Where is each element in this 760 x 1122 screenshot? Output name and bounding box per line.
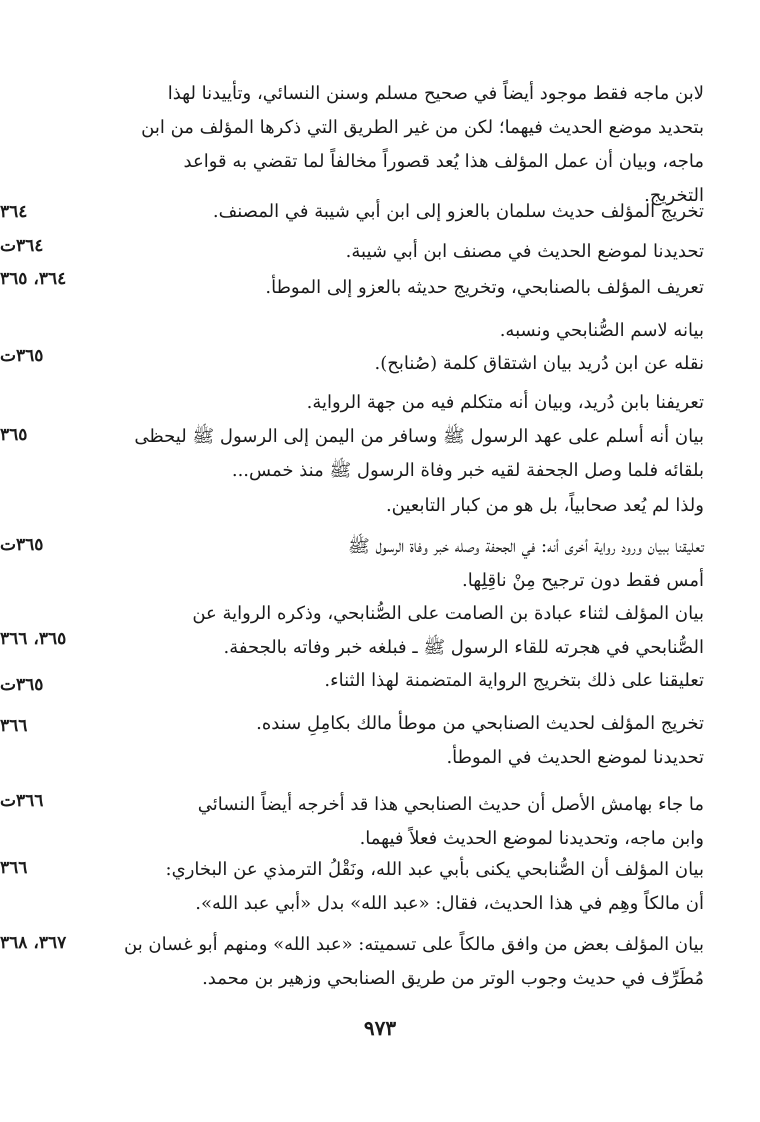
page-reference: ٣٦٥	[0, 425, 28, 445]
entry-line: مُطَرِّف في حديث وجوب الوتر من طريق الصنابحي وزهير بن محمد.	[202, 968, 704, 989]
entry-line: أن مالكاً وهِم في هذا الحديث، فقال: «عبد الله» بدل «أبي عبد الله».	[195, 893, 704, 914]
entry-line: بيان المؤلف لثناء عبادة بن الصامت على الصُّنابحي، وذكره الرواية عن	[192, 603, 704, 624]
entry-line: بيانه لاسم الصُّنابحي ونسبه.	[499, 320, 704, 341]
entry-line: تعليقنا ببيان ورود رواية أخرى أنه: في الجحفة وصله خبر وفاة الرسول ﷺ	[347, 536, 704, 557]
page-reference: ٣٦٥ت	[0, 675, 44, 695]
entry-line: الصُّنابحي في هجرته للقاء الرسول ﷺ ـ فبلغه خبر وفاته بالجحفة.	[223, 637, 704, 658]
entry-line: ما جاء بهامش الأصل أن حديث الصنابحي هذا قد أخرجه أيضاً النسائي	[197, 794, 704, 815]
page-reference: ٣٦٥ت	[0, 535, 44, 555]
page-reference: ٣٦٦ت	[0, 791, 44, 811]
page-reference: ٣٦٦	[0, 716, 28, 736]
page-reference: ٣٦٥، ٣٦٦	[0, 629, 67, 649]
entry-line: تعريفنا بابن دُريد، وبيان أنه متكلم فيه من جهة الرواية.	[306, 392, 704, 413]
entry-line: أمس فقط دون ترجيح مِنْ ناقِلِها.	[462, 570, 704, 591]
entry-line: بيان المؤلف بعض من وافق مالكاً على تسميته: «عبد الله» ومنهم أبو غسان بن	[124, 934, 704, 955]
page-reference: ٣٦٤، ٣٦٥	[0, 269, 67, 289]
entry-line: تخريج المؤلف حديث سلمان بالعزو إلى ابن أبي شيبة في المصنف.	[212, 201, 704, 222]
entry-line: تعليقنا على ذلك بتخريج الرواية المتضمنة لهذا الثناء.	[324, 670, 704, 691]
entry-line: تحديدنا لموضع الحديث في مصنف ابن أبي شيبة.	[345, 241, 704, 262]
page-reference: ٣٦٤	[0, 202, 28, 222]
entry-line: بلقائه فلما وصل الجحفة لقيه خبر وفاة الرسول ﷺ منذ خمس...	[231, 460, 704, 481]
page-reference: ٣٦٧، ٣٦٨	[0, 933, 67, 953]
page-reference: ٣٦٦	[0, 858, 28, 878]
entry-line: ولذا لم يُعد صحابياً، بل هو من كبار التابعين.	[385, 495, 704, 516]
page-reference: ٣٦٥ت	[0, 346, 44, 366]
entry-line: تخريج المؤلف لحديث الصنابحي من موطأ مالك بكامِلِ سنده.	[256, 713, 704, 734]
entry-line: بيان المؤلف أن الصُّنابحي يكنى بأبي عبد الله، ونَقْلُ الترمذي عن البخاري:	[165, 859, 704, 880]
entry-line: وابن ماجه، وتحديدنا لموضع الحديث فعلاً فيهما.	[359, 828, 704, 849]
entry-line: بيان أنه أسلم على عهد الرسول ﷺ وسافر من اليمن إلى الرسول ﷺ ليحظى	[134, 426, 704, 447]
entry-line: نقله عن ابن دُريد بيان اشتقاق كلمة (صُنابح).	[374, 353, 704, 374]
entry-line: لابن ماجه فقط موجود أيضاً في صحيح مسلم وسنن النسائي، وتأييدنا لهذا	[167, 83, 704, 104]
entry-line: ماجه، وبيان أن عمل المؤلف هذا يُعد قصوراً مخالفاً لما تقضي به قواعد	[183, 151, 704, 172]
entry-line: تعريف المؤلف بالصنابحي، وتخريج حديثه بالعزو إلى الموطأ.	[265, 277, 704, 298]
entry-line: تحديدنا لموضع الحديث في الموطأ.	[446, 747, 704, 768]
entry-line: التخريج.	[644, 185, 704, 206]
entry-line: بتحديد موضع الحديث فيهما؛ لكن من غير الطريق التي ذكرها المؤلف من ابن	[141, 117, 704, 138]
page-reference: ٣٦٤ت	[0, 236, 44, 256]
page-number: ٩٧٣	[363, 1016, 397, 1040]
